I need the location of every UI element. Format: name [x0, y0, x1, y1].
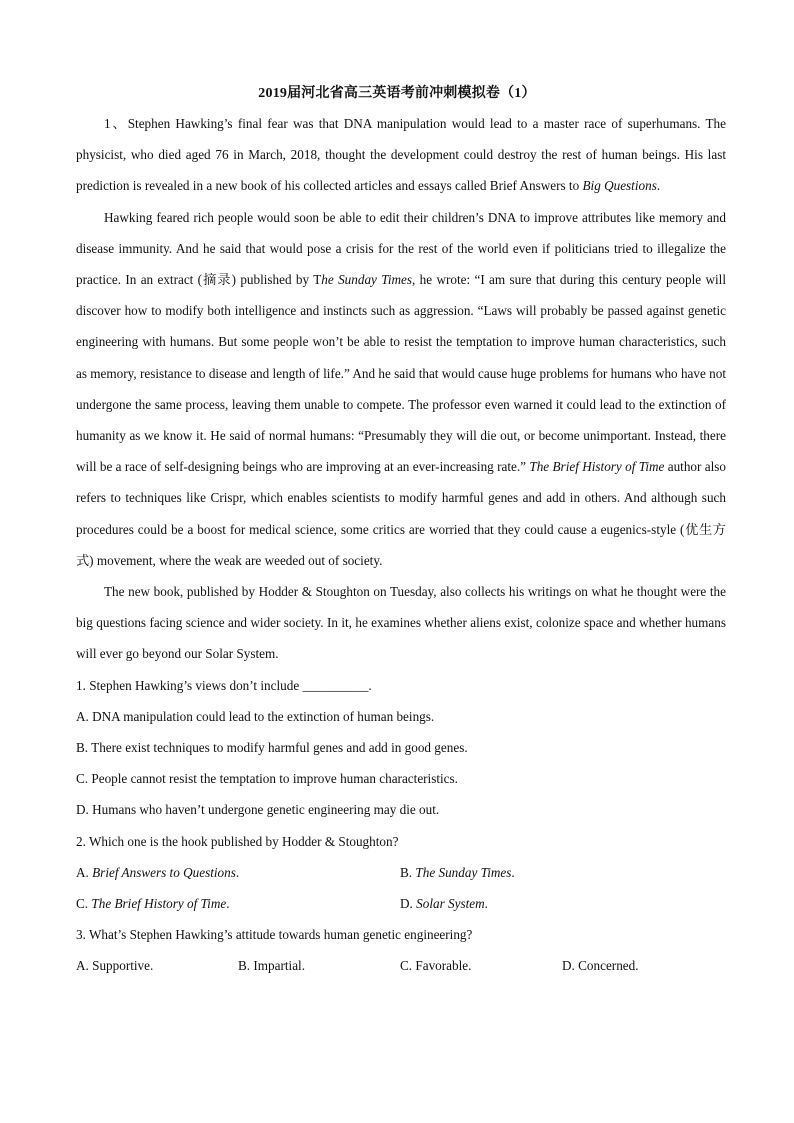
document-body	[76, 108, 726, 982]
passage-text: .	[656, 178, 661, 194]
passage-text: Hawking feared rich people would soon be able to edit their children’s DNA to improve attributes like memory and disease immunity. And he said that would pose a crisis for the rest of the world even if politicians tried to illegalize the practice. In an extract (摘录) published by T	[76, 209, 726, 288]
question-2-option-c: C. The Brief History of Time.	[76, 896, 230, 912]
question-1-option-d: D. Humans who haven’t undergone genetic engineering may die out.	[76, 802, 440, 818]
question-3-option-d: D. Concerned.	[562, 958, 639, 974]
passage-text: , he wrote: “I am sure that during this century people will discover how to modify both intelligence and instincts such as aggression. “Laws will probably be passed against genetic engineering with humans. But some people won’t be able to resist the temptation to improve human characteristics, such as memory, resistance to disease and length of life.” And he said that would cause huge problems for humans who have not undergone the same process, leaving them unable to compete. The professor even warned it could lead to the extinction of humanity as we know it. He said of normal humans: “Presumably they will die out, or become unimportant. Instead, there will be a race of self-designing beings who are improving at an ever-increasing rate.”	[76, 272, 726, 475]
book-title-italic: Big Questions	[582, 178, 657, 194]
passage-paragraph-1	[76, 108, 726, 202]
question-3-option-a: A. Supportive.	[76, 958, 154, 974]
question-2-option-a: A. Brief Answers to Questions.	[76, 864, 240, 880]
question-3-option-b: B. Impartial.	[238, 958, 306, 974]
question-1-option-c: C. People cannot resist the temptation to improve human characteristics.	[76, 771, 458, 787]
question-2-option-b: B. The Sunday Times.	[400, 864, 515, 880]
question-2-stem: 2. Which one is the hook published by Hodder & Stoughton?	[76, 833, 399, 849]
question-2-option-d: D. Solar System.	[400, 896, 488, 912]
question-2-options-row-2	[76, 888, 726, 919]
question-1-stem: 1. Stephen Hawking’s views don’t include __________.	[76, 677, 372, 693]
question-2-options-row-1	[76, 857, 726, 888]
passage-text: 1、Stephen Hawking’s final fear was that DNA manipulation would lead to a master race of superhumans. The physicist, who died aged 76 in March, 2018, thought the development could destroy the rest of human beings. His last prediction is revealed in a new book of his collected articles and essays called Brief Answers to	[76, 116, 726, 194]
question-1-option-a: A. DNA manipulation could lead to the extinction of human beings.	[76, 708, 435, 724]
passage-text: author also refers to techniques like Crispr, which enables scientists to modify harmful genes and add in others. And although such procedures could be a boost for medical science, some critics are worried that they could cause a eugenics-style (优生方式) movement, where the weak are weeded out of society.	[76, 459, 726, 568]
passage-paragraph-2	[76, 202, 726, 576]
passage-paragraph-3: The new book, published by Hodder & Stoughton on Tuesday, also collects his writings on what he thought were the big questions facing science and wider society. In it, he examines whether aliens exist, colonize space and whether humans will ever go beyond our Solar System.	[76, 584, 726, 662]
book-title-italic: The Brief History of Time	[529, 459, 665, 475]
question-3-stem: 3. What’s Stephen Hawking’s attitude towards human genetic engineering?	[76, 927, 473, 943]
page-title: 2019届河北省高三英语考前冲刺模拟卷（1）	[258, 86, 536, 101]
question-3-option-c: C. Favorable.	[400, 958, 472, 974]
newspaper-title-italic: he Sunday Times	[321, 272, 413, 288]
question-3-options	[76, 950, 726, 981]
question-1-option-b: B. There exist techniques to modify harmful genes and add in good genes.	[76, 740, 468, 756]
